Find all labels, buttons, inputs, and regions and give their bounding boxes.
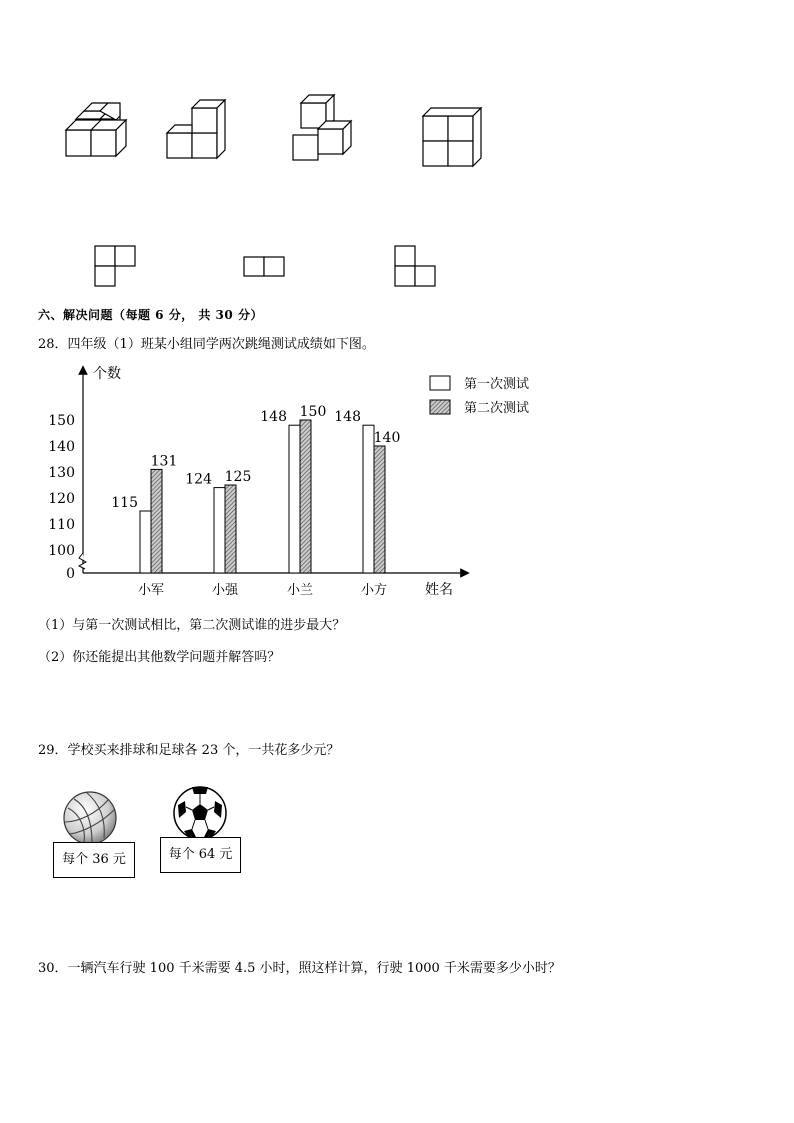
- soccer-ball-icon: [172, 785, 228, 841]
- bar-first: [140, 511, 151, 573]
- question-28-stem: 28．四年级（1）班某小组同学两次跳绳测试成绩如下图。: [38, 337, 375, 352]
- cube-figures: [0, 85, 794, 175]
- cube-figure-4: [423, 108, 481, 166]
- data-label: 115: [111, 495, 138, 511]
- x-tick-label: 小军: [137, 583, 165, 598]
- data-label: 125: [224, 469, 252, 485]
- cube-figure-2: [167, 100, 225, 158]
- question-28-sub1: （1）与第一次测试相比，第二次测试谁的进步最大？: [38, 618, 346, 633]
- question-30-stem: 30．一辆汽车行驶 100 千米需要 4.5 小时，照这样计算，行驶 1000 千米需要多少小时？: [38, 961, 561, 976]
- cube-figure-3: [293, 95, 351, 160]
- view-figure-2: [244, 257, 284, 276]
- data-label: 150: [299, 404, 327, 420]
- y-tick-label: 100: [48, 543, 75, 559]
- x-axis-label: 姓名: [425, 582, 453, 598]
- legend-label: 第二次测试: [464, 401, 530, 416]
- bar-first: [363, 425, 374, 573]
- bar-second: [225, 485, 236, 573]
- y-tick-label: 120: [48, 491, 75, 507]
- question-28-sub2: （2）你还能提出其他数学问题并解答吗？: [38, 650, 281, 665]
- y-tick-label: 150: [48, 413, 75, 429]
- data-label: 124: [185, 471, 212, 488]
- y-tick-label: 0: [66, 566, 75, 582]
- y-tick-label: 130: [48, 465, 75, 481]
- x-tick-label: 小强: [211, 583, 239, 598]
- bar-second: [300, 420, 311, 573]
- volleyball-icon: [62, 790, 118, 846]
- bar-chart: [40, 360, 530, 605]
- x-tick-label: 小方: [360, 583, 388, 598]
- section-title: 六、解决问题（每题 6 分， 共 30 分）: [38, 308, 263, 322]
- view-figures: [0, 240, 794, 290]
- question-29-stem: 29．学校买来排球和足球各 23 个，一共花多少元？: [38, 743, 340, 758]
- bar-second: [151, 469, 162, 573]
- soccer-price-label: 每个 64 元: [160, 837, 241, 873]
- view-figure-1: [95, 246, 135, 286]
- y-tick-label: 110: [48, 517, 75, 533]
- legend-label: 第一次测试: [464, 377, 530, 392]
- volleyball-price-label: 每个 36 元: [53, 842, 135, 878]
- data-label: 148: [334, 409, 361, 426]
- cube-figure-1: [66, 103, 126, 156]
- x-tick-label: 小兰: [286, 583, 314, 598]
- view-figure-3: [395, 246, 435, 286]
- y-axis-label: 个数: [93, 366, 121, 382]
- data-label: 140: [373, 430, 401, 446]
- bar-first: [289, 425, 300, 573]
- legend-swatch: [430, 400, 450, 414]
- data-label: 131: [150, 453, 178, 470]
- bar-first: [214, 488, 225, 573]
- data-label: 148: [260, 409, 287, 426]
- legend-swatch: [430, 376, 450, 390]
- y-tick-label: 140: [48, 439, 75, 455]
- bar-second: [374, 446, 385, 573]
